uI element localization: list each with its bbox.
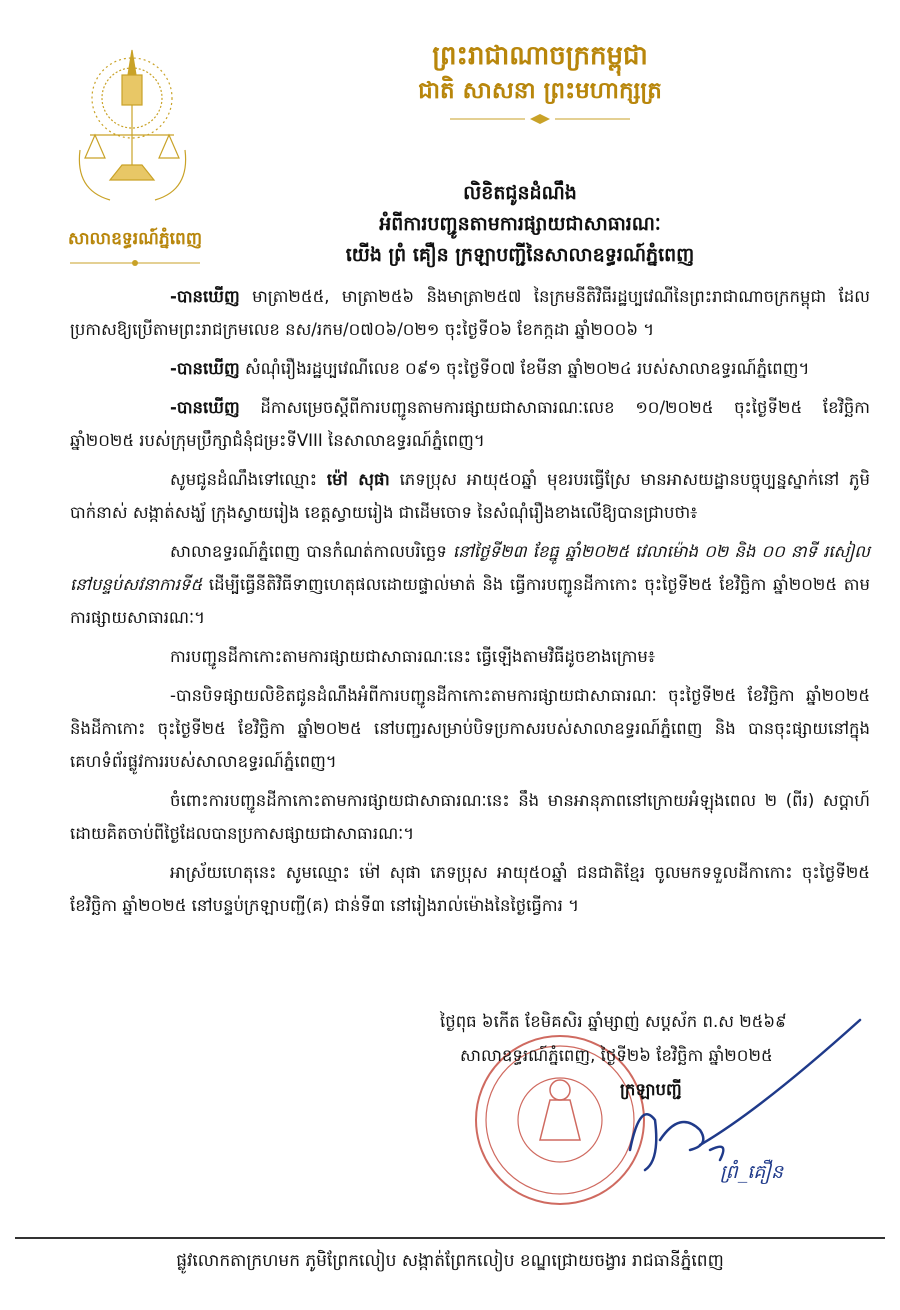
notice-body: [70, 280, 870, 928]
paragraph-hearing: សាលាឧទ្ធរណ៍ភ្នំពេញ បានកំណត់កាលបរិច្ឆេទ នៅថ្ងៃទី២៣ ខែធ្នូ ឆ្នាំ២០២៥ វេលាម៉ោង ០២ និង ០០ នាទី រសៀល នៅបន្ទប់សវនាការទី៥ ដើម្បីធ្វើនីតិវិធីទាញហេតុផលដោយផ្ទាល់មាត់ និង ធ្វើការបញ្ជូនដីកាកោះ ចុះថ្ងៃទី២៥ ខែវិច្ឆិកា ឆ្នាំ២០២៥ តាមការផ្សាយសាធារណៈ។: [70, 542, 870, 627]
footer-divider: [15, 1237, 885, 1239]
national-motto: ជាតិ សាសនា ព្រះមហាក្សត្រ: [418, 77, 662, 104]
notice-title-block: [240, 178, 800, 271]
paragraph-seen-1: -បានឃើញ មាត្រា២៥៥, មាត្រា២៥៦ និងមាត្រា២៥៧ នៃក្រមនីតិវិធីរដ្ឋប្បវេណីនៃព្រះរាជាណាចក្រកម្ពុជា ដែលប្រកាសឱ្យប្រើតាមព្រះរាជក្រមលេខ នស/រកម/០៧០៦/០២១ ចុះថ្ងៃទី០៦ ខែកក្កដា ឆ្នាំ២០០៦ ។: [70, 287, 870, 339]
paragraph-seen-3: -បានឃើញ ដីកាសម្រេចស្តីពីការបញ្ជូនតាមការផ្សាយជាសាធារណៈលេខ ១០/២០២៥ ចុះថ្ងៃទី២៥ ខែវិច្ឆិកា ឆ្នាំ២០២៥ របស់ក្រុមប្រឹក្សាជំនុំជម្រះទីVIII នៃសាលាឧទ្ធរណ៍ភ្នំពេញ។: [70, 398, 870, 450]
court-emblem-icon: [70, 40, 195, 210]
paragraph-method: ការបញ្ជូនដីកាកោះតាមការផ្សាយជាសាធារណៈនេះ ធ្វើឡើងតាមវិធីដូចខាងក្រោម៖: [170, 647, 656, 666]
paragraph-seen-2: -បានឃើញ សំណុំរឿងរដ្ឋប្បវេណីលេខ ០៩១ ចុះថ្ងៃទី០៧ ខែមីនា ឆ្នាំ២០២៤ របស់សាលាឧទ្ធរណ៍ភ្នំពេញ។: [170, 359, 810, 378]
ornament-divider: [70, 258, 200, 268]
court-name: សាលាឧទ្ធរណ៍ភ្នំពេញ: [67, 229, 203, 249]
notice-title: លិខិតជូនដំណឹង: [463, 182, 577, 204]
hearing-date: នៅថ្ងៃទី២៣ ខែធ្នូ ឆ្នាំ២០២៥ វេលាម៉ោង ០២ និង ០០ នាទី រសៀល នៅបន្ទប់សវនាការទី៥: [70, 542, 870, 594]
paragraph-summons: អាស្រ័យហេតុនេះ សូមឈ្មោះ ម៉ៅ សុផា ភេទប្រុស អាយុ៥០ឆ្នាំ ជនជាតិខ្មែរ ចូលមកទទួលដីកាកោះ ចុះថ្ងៃទី២៥ ខែវិច្ឆិកា ឆ្នាំ២០២៥ នៅបន្ទប់ក្រឡាបញ្ជី(គ) ជាន់ទី៣ នៅរៀងរាល់ម៉ោងនៃថ្ងៃធ្វើការ ។: [70, 863, 870, 915]
lunar-date: ថ្ងៃពុធ ៦កើត ខែមិគសិរ ឆ្នាំម្សាញ់ សប្តស័ក ព.ស ២៥៦៩: [440, 1012, 787, 1031]
paragraph-notice: សូមជូនដំណឹងទៅឈ្មោះ ម៉ៅ សុផា ភេទប្រុស អាយុ៥០ឆ្នាំ មុខរបរធ្វើស្រែ មានអាសយដ្ឋានបច្ចុប្បន្នស្នាក់នៅ ភូមិបាក់នាស់ សង្កាត់សង្ឃ័ ក្រុងស្វាយរៀង ខេត្តស្វាយរៀង ជាដើមចោទ នៃសំណុំរឿងខាងលើឱ្យបានជ្រាបថា៖: [70, 470, 870, 522]
signatory-role: ក្រឡាបញ្ជី: [620, 1080, 682, 1099]
notice-subject: អំពីការបញ្ជូនតាមការផ្សាយជាសាធារណៈ: [379, 213, 661, 235]
issue-place-date: សាលាឧទ្ធរណ៍ភ្នំពេញ, ថ្ងៃទី២៦ ខែវិច្ឆិកា ឆ្នាំ២០២៥: [460, 1046, 773, 1065]
kingdom-title: ព្រះរាជាណាចក្រកម្ពុជា: [432, 41, 648, 71]
ornament-divider: [450, 114, 630, 124]
issuer-line: យើង ព្រំ គឿន ក្រឡាបញ្ជីនៃសាលាឧទ្ធរណ៍ភ្នំពេញ: [345, 244, 695, 266]
paragraph-posting: -បានបិទផ្សាយលិខិតជូនដំណឹងអំពីការបញ្ជូនដីកាកោះតាមការផ្សាយជាសាធារណៈ ចុះថ្ងៃទី២៥ ខែវិច្ឆិកា ឆ្នាំ២០២៥ និងដីកាកោះ ចុះថ្ងៃទី២៥ ខែវិច្ឆិកា ឆ្នាំ២០២៥ នៅបញ្ជរសម្រាប់បិទប្រកាសរបស់សាលាឧទ្ធរណ៍ភ្នំពេញ និង បានចុះផ្សាយនៅក្នុងគេហទំព័រផ្លូវការរបស់សាលាឧទ្ធរណ៍ភ្នំពេញ។: [70, 686, 870, 771]
paragraph-effect: ចំពោះការបញ្ជូនដីកាកោះតាមការផ្សាយជាសាធារណៈនេះ នឹង មានអានុភាពនៅក្រោយអំឡុងពេល ២ (ពីរ) សប្តាហ៍ ដោយគិតចាប់ពីថ្ងៃដែលបានប្រកាសផ្សាយជាសាធារណៈ។: [70, 791, 870, 843]
party-name: ម៉ៅ សុផា: [326, 470, 390, 489]
kingdom-heading: [320, 38, 760, 128]
footer-address: ផ្លូវលោកតាក្រហមក ភូមិព្រែកលៀប សង្កាត់ព្រែកលៀប ខណ្ឌជ្រោយចង្វារ រាជធានីភ្នំពេញ: [176, 1251, 724, 1271]
signatory-name: ព្រំ_គឿន: [720, 1161, 784, 1183]
